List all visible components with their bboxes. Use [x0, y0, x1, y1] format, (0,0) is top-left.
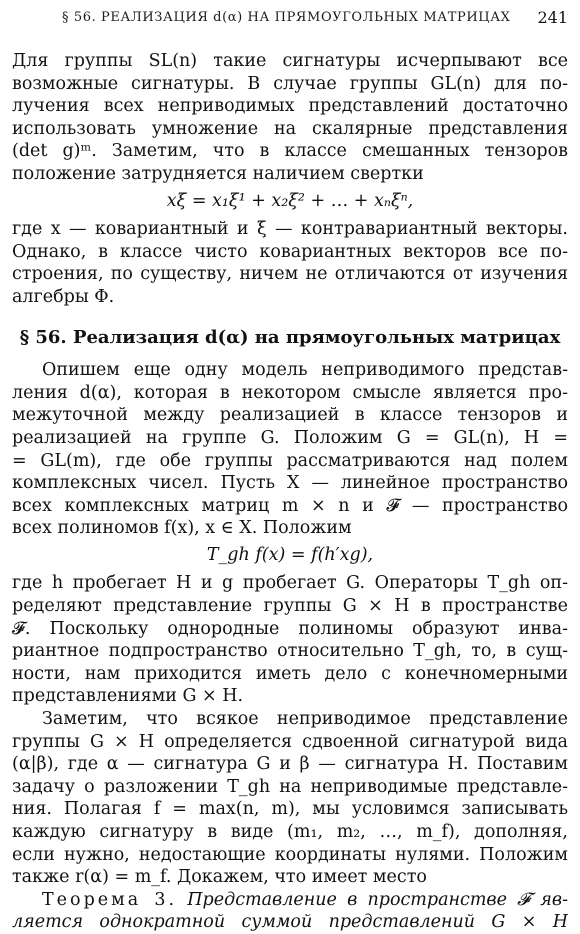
paragraph-4: [12, 572, 568, 708]
theorem-text: Представление в пространстве 𝓕 яв-: [187, 889, 568, 910]
paragraph-2: [12, 218, 568, 308]
text-line: ределяют представление группы G × H в пространстве: [12, 596, 568, 617]
text-line: алгебры Φ.: [12, 286, 115, 307]
text-line: (det g)ᵐ. Заметим, что в классе смешанных тензоров: [12, 141, 568, 162]
text-line: ния. Полагая f = max(n, m), мы условимся записывать: [12, 799, 568, 820]
text-line: представлениями G × H.: [12, 686, 244, 707]
text-line: ности, нам приходится иметь дело с конечномерными: [12, 663, 568, 684]
text-line: если нужно, недостающие координаты нулями. Положим: [12, 844, 568, 865]
text-line: Опишем еще одну модель неприводимого представ-: [42, 360, 568, 381]
text-line: ления d(α), которая в некотором смысле является про-: [12, 382, 568, 403]
text-line: лучения всех неприводимых представлений достаточно: [12, 96, 568, 117]
theorem-line: [12, 889, 568, 912]
text-line: Заметим, что всякое неприводимое представление: [42, 709, 568, 730]
text-line: где x — ковариантный и ξ — контравариантный векторы.: [12, 219, 568, 240]
text-line: где h пробегает H и g пробегает G. Операторы T_gh оп-: [12, 573, 568, 594]
paragraph-1: [12, 50, 568, 186]
text-line: комплексных чисел. Пусть X — линейное пространство: [12, 473, 568, 494]
text-line: всех комплексных матриц m × n и 𝓕 — пространство: [12, 495, 568, 516]
text-line: задачу о разложении T_gh на неприводимые представле-: [12, 776, 568, 797]
paragraph-3: [12, 359, 568, 540]
page-number: 241: [537, 8, 568, 27]
text-line: строения, по существу, ничем не отличаются от изучения: [12, 264, 568, 285]
paragraph-5: [12, 708, 568, 889]
text-line: 𝓕. Поскольку однородные полиномы образуют инва-: [12, 618, 568, 639]
section-heading: § 56. Реализация d(α) на прямоугольных матрицах: [19, 326, 561, 348]
text-line: положение затрудняется наличием свертки: [12, 163, 424, 184]
text-line: каждую сигнатуру в виде (m₁, m₂, …, m_f), дополняя,: [12, 822, 568, 842]
text-line: риантное подпространство относительно T_gh, то, в сущ-: [12, 641, 568, 662]
text-line: группы G × H определяется сдвоенной сигнатурой вида: [12, 731, 568, 752]
formula-operator: T_gh f(x) = f(h′xg),: [206, 544, 374, 565]
text-line: возможные сигнатуры. В случае группы GL(n) для по-: [12, 73, 568, 94]
text-line: Для группы SL(n) такие сигнатуры исчерпывают все: [12, 51, 568, 71]
text-line: использовать умножение на скалярные представления: [12, 118, 568, 139]
text-line: Однако, в классе чисто ковариантных векторов все по-: [12, 241, 568, 262]
text-line: межуточной между реализацией в классе тензоров и: [12, 405, 568, 426]
theorem-label: Теорема 3.: [42, 889, 178, 910]
text-line: реализацией на группе G. Положим G = GL(n), H =: [12, 427, 568, 448]
theorem-3: [12, 889, 568, 934]
text-line: = GL(m), где обе группы рассматриваются над полем: [12, 450, 568, 471]
running-header: [0, 0, 580, 40]
theorem-line: ляется однократной суммой представлений G × H: [12, 912, 568, 933]
text-line: (α|β), где α — сигнатура G и β — сигнатура H. Поставим: [12, 754, 568, 775]
running-header-title: § 56. РЕАЛИЗАЦИЯ d(α) НА ПРЯМОУГОЛЬНЫХ МАТРИЦАХ: [62, 10, 511, 25]
text-line: также r(α) = m_f. Докажем, что имеет место: [12, 867, 427, 888]
body-text: [12, 50, 568, 934]
text-line: всех полиномов f(x), x ∈ X. Положим: [12, 518, 352, 539]
formula-convolution: xξ = x₁ξ¹ + x₂ξ² + … + xₙξⁿ,: [166, 190, 414, 211]
